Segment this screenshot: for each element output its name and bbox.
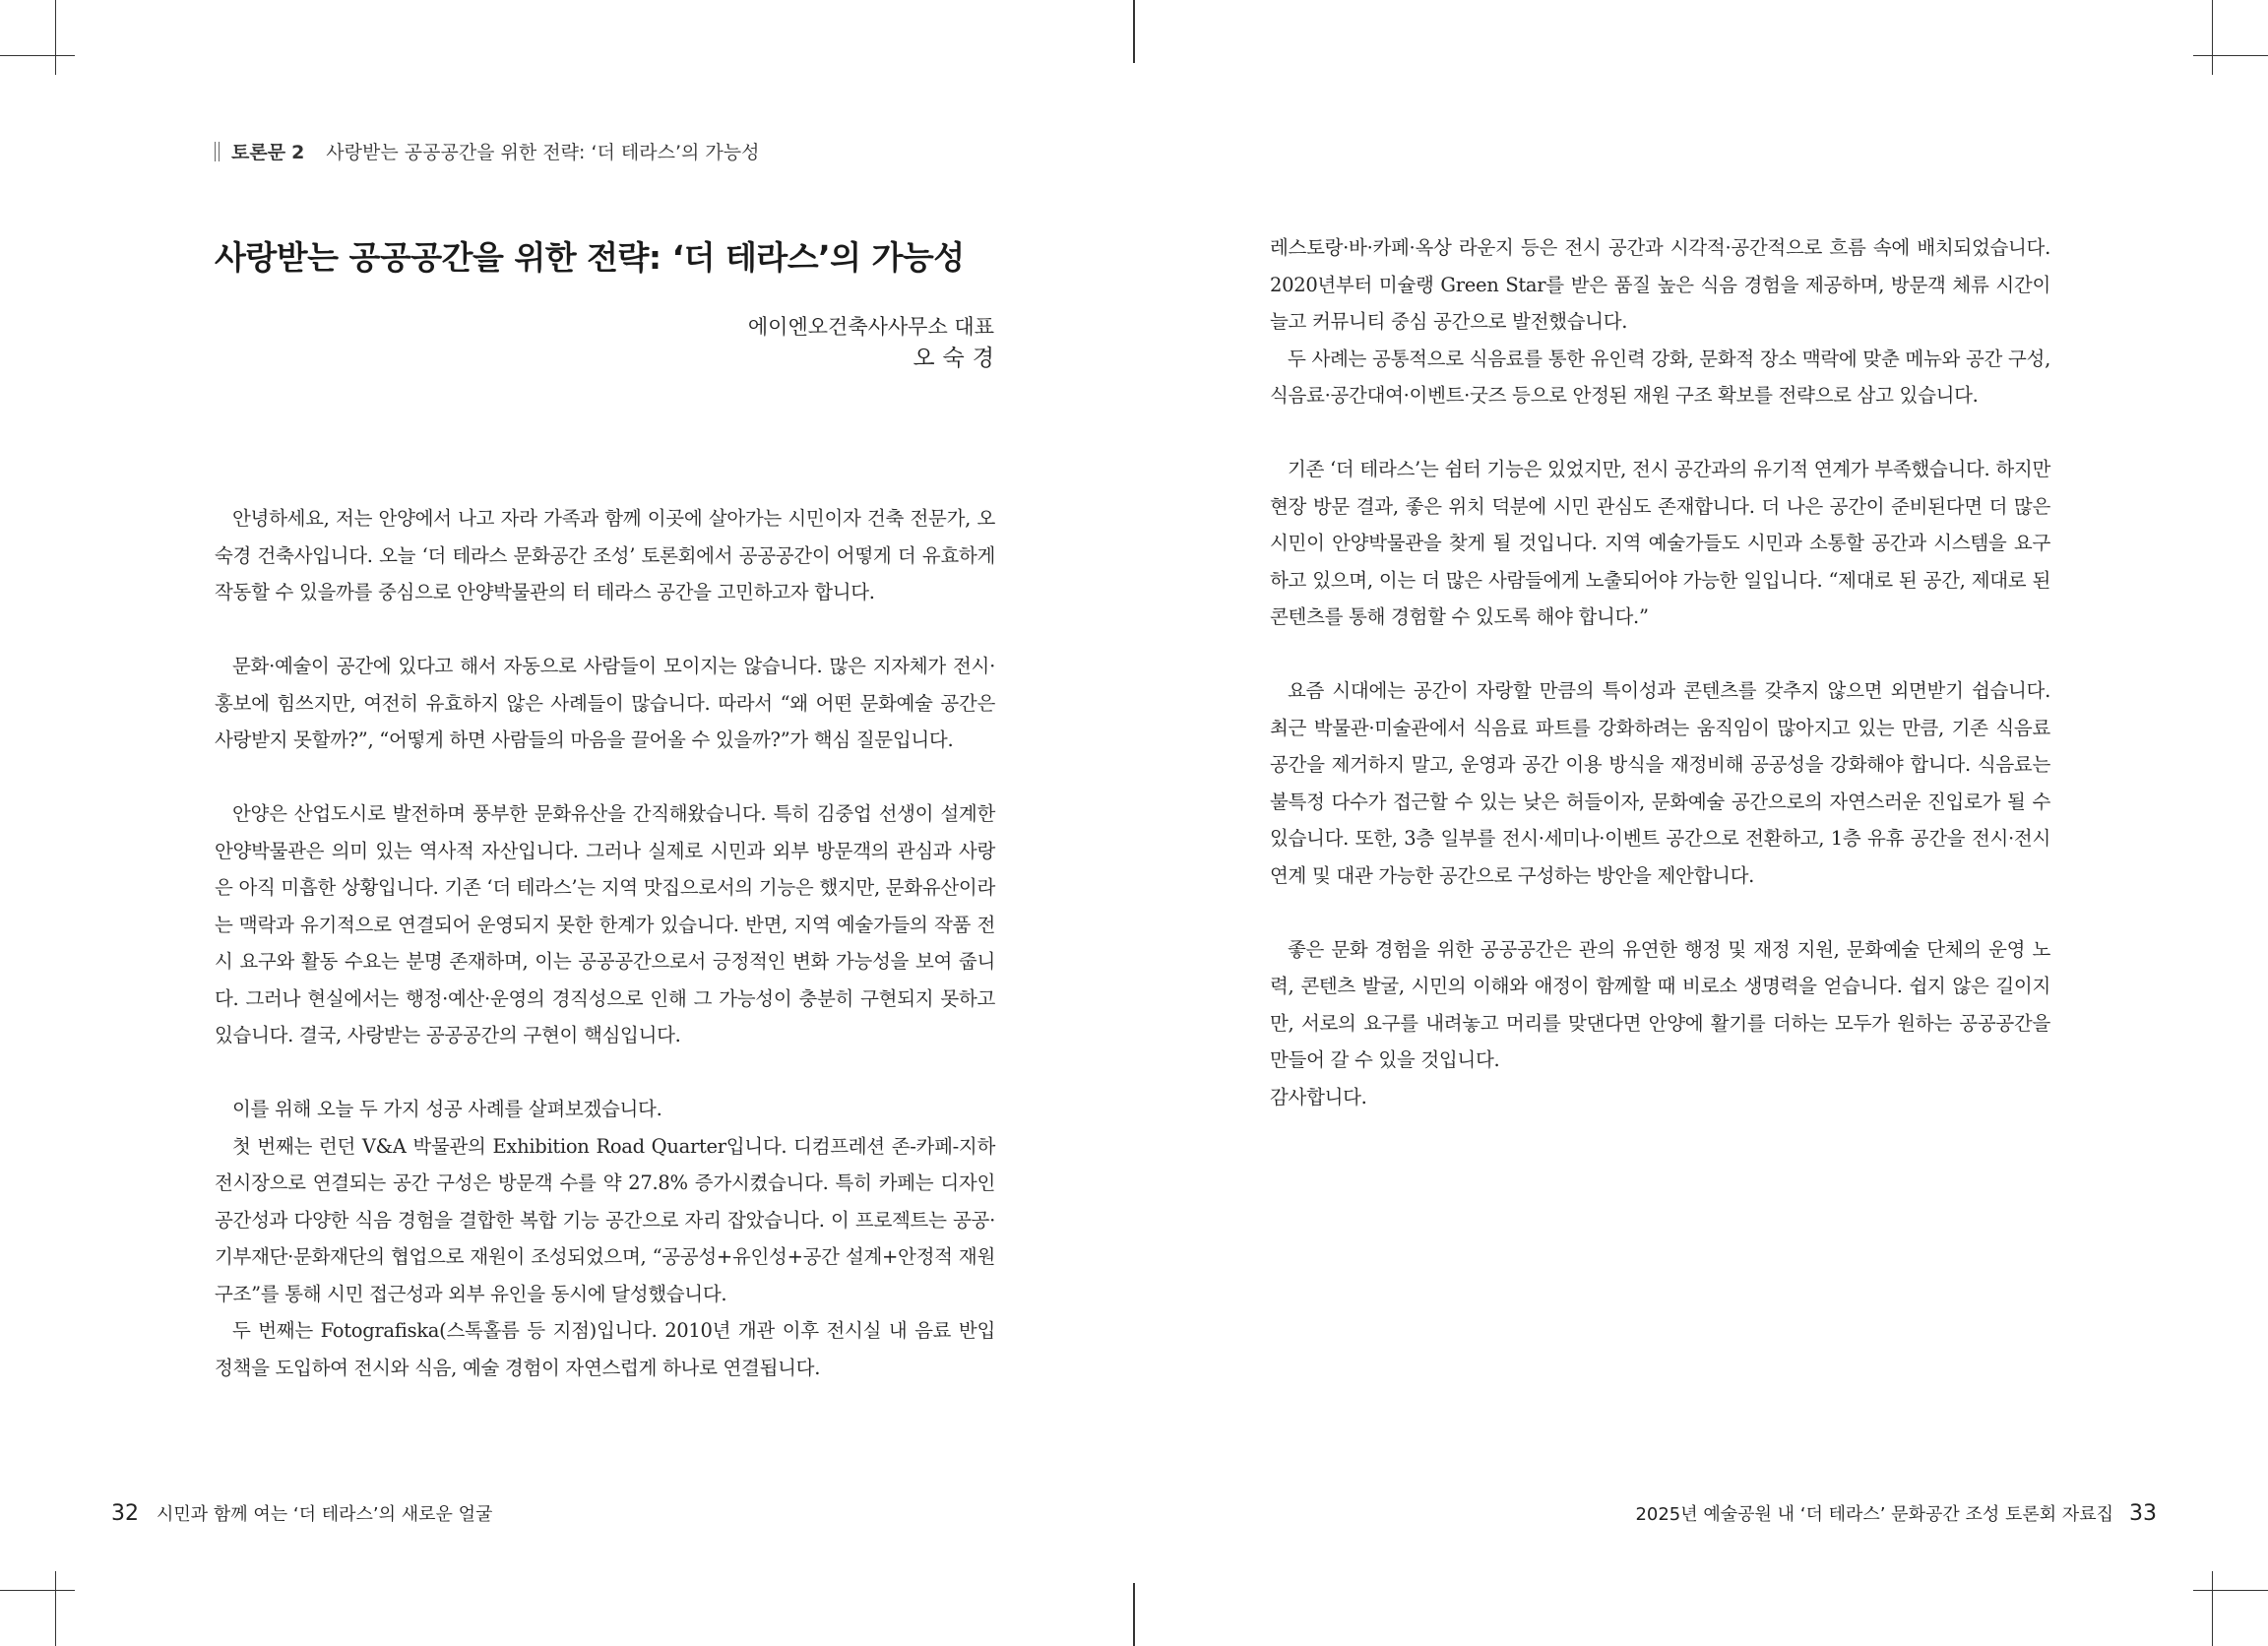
page-number-right: 33 [2129,1501,2157,1526]
crop-mark [2193,55,2268,56]
paragraph: 이를 위해 오늘 두 가지 성공 사례를 살펴보겠습니다. [232,1098,662,1120]
crop-mark [0,55,75,56]
crop-mark [1133,1583,1135,1646]
paragraph: 두 사례는 공통적으로 식음료를 통한 유인력 강화, 문화적 장소 맥락에 맞춘 메뉴와 공간 구성, 식음료·공간대여·이벤트·굿즈 등으로 안정된 재원 구조 확보를 전략으로 삼고 있습니다. [1270,347,2050,407]
author-name: 오숙경 [913,346,1002,371]
page-title: 사랑받는 공공공간을 위한 전략: ‘더 테라스’의 가능성 [215,238,965,277]
header-subtitle: 사랑받는 공공공간을 위한 전략: ‘더 테라스’의 가능성 [326,142,760,163]
paragraph: 첫 번째는 런던 V&A 박물관의 Exhibition Road Quarter입니다. 디컴프레션 존-카페-지하 전시장으로 연결되는 공간 구성은 방문객 수를 약 27.8% 증가시켰습니다. 특히 카페는 디자인 공간성과 다양한 식음 경험을 결합한 복합 기능 공간으로 자리 잡았습니다. 이 프로젝트는 공공·기부재단·문화재단의 협업으로 재원이 조성되었으며, “공공성+유인성+공간 설계+안정적 재원 구조”를 통해 시민 접근성과 외부 유인을 동시에 달성했습니다. [215,1134,995,1305]
paragraph: 레스토랑·바·카페·옥상 라운지 등은 전시 공간과 시각적·공간적으로 흐름 속에 배치되었습니다. 2020년부터 미슐랭 Green Star를 받은 품질 높은 식음 경험을 제공하며, 방문객 체류 시간이 늘고 커뮤니티 중심 공간으로 발전했습니다. [1270,236,2050,333]
paragraph: 두 번째는 Fotografiska(스톡홀름 등 지점)입니다. 2010년 개관 이후 전시실 내 음료 반입 정책을 도입하여 전시와 식음, 예술 경험이 자연스럽게 하나로 연결됩니다. [215,1319,995,1379]
footer-right [1635,1500,2157,1526]
author-block [747,311,1002,374]
crop-mark [2212,0,2213,75]
running-header [215,138,1101,164]
header-label: 토론문 [231,142,286,163]
crop-mark [2193,1590,2268,1591]
left-column [215,500,995,1386]
crop-mark [2212,1571,2213,1646]
paragraph: 안녕하세요, 저는 안양에서 나고 자라 가족과 함께 이곳에 살아가는 시민이자 건축 전문가, 오숙경 건축사입니다. 오늘 ‘더 테라스 문화공간 조성’ 토론회에서 공공공간이 어떻게 더 유효하게 작동할 수 있을까를 중심으로 안양박물관의 터 테라스 공간을 고민하고자 합니다. [215,507,995,603]
header-number: 2 [291,142,305,163]
paragraph: 기존 ‘더 테라스’는 쉼터 기능은 있었지만, 전시 공간과의 유기적 연계가 부족했습니다. 하지만 현장 방문 결과, 좋은 위치 덕분에 시민 관심도 존재합니다. 더 나은 공간이 준비된다면 더 많은 시민이 안양박물관을 찾게 될 것입니다. 지역 예술가들도 시민과 소통할 공간과 시스템을 요구하고 있으며, 이는 더 많은 사람들에게 노출되어야 가능한 일입니다. “제대로 된 공간, 제대로 된 콘텐츠를 통해 경험할 수 있도록 해야 합니다.” [1270,458,2050,628]
footer-left [111,1500,492,1526]
closing-line: 감사합니다. [1270,1085,1367,1108]
right-column [1270,229,2050,1115]
paragraph: 좋은 문화 경험을 위한 공공공간은 관의 유연한 행정 및 재정 지원, 문화예술 단체의 운영 노력, 콘텐츠 발굴, 시민의 이해와 애정이 함께할 때 비로소 생명력을 얻습니다. 쉽지 않은 길이지만, 서로의 요구를 내려놓고 머리를 맞댄다면 안양에 활기를 더하는 모두가 원하는 공공공간을 만들어 갈 수 있을 것입니다. [1270,937,2050,1071]
crop-mark [55,0,56,75]
page-number-left: 32 [111,1501,139,1526]
paragraph: 문화·예술이 공간에 있다고 해서 자동으로 사람들이 모이지는 않습니다. 많은 지자체가 전시·홍보에 힘쓰지만, 여전히 유효하지 않은 사례들이 많습니다. 따라서 “왜 어떤 문화예술 공간은 사랑받지 못할까?”, “어떻게 하면 사람들의 마음을 끌어올 수 있을까?”가 핵심 질문입니다. [215,655,995,751]
author-affiliation: 에이엔오건축사사무소 대표 [747,315,994,339]
paragraph: 요즘 시대에는 공간이 자랑할 만큼의 특이성과 콘텐츠를 갖추지 않으면 외면받기 쉽습니다. 최근 박물관·미술관에서 식음료 파트를 강화하려는 움직임이 많아지고 있는 만큼, 기존 식음료 공간을 제거하지 말고, 운영과 공간 이용 방식을 재정비해 공공성을 강화해야 합니다. 식음료는 불특정 다수가 접근할 수 있는 낮은 허들이자, 문화예술 공간으로의 자연스러운 진입로가 될 수 있습니다. 또한, 3층 일부를 전시·세미나·이벤트 공간으로 전환하고, 1층 유휴 공간을 전시·전시 연계 및 대관 가능한 공간으로 구성하는 방안을 제안합니다. [1270,679,2050,887]
crop-mark [0,1590,75,1591]
crop-mark [55,1571,56,1646]
footer-left-text: 시민과 함께 여는 ‘더 테라스’의 새로운 얼굴 [157,1504,493,1525]
paragraph: 안양은 산업도시로 발전하며 풍부한 문화유산을 간직해왔습니다. 특히 김중업 선생이 설계한 안양박물관은 의미 있는 역사적 자산입니다. 그러나 실제로 시민과 외부 방문객의 관심과 사랑은 아직 미흡한 상황입니다. 기존 ‘더 테라스’는 지역 맛집으로서의 기능은 했지만, 문화유산이라는 맥락과 유기적으로 연결되어 운영되지 못한 한계가 있습니다. 반면, 지역 예술가들의 작품 전시 요구와 활동 수요는 분명 존재하며, 이는 공공공간으로서 긍정적인 변화 가능성을 보여 줍니다. 그러나 현실에서는 행정·예산·운영의 경직성으로 인해 그 가능성이 충분히 구현되지 못하고 있습니다. 결국, 사랑받는 공공공간의 구현이 핵심입니다. [215,802,995,1046]
footer-right-text: 2025년 예술공원 내 ‘더 테라스’ 문화공간 조성 토론회 자료집 [1635,1504,2113,1525]
header-bar-icon [215,142,220,161]
crop-mark [1133,0,1135,63]
